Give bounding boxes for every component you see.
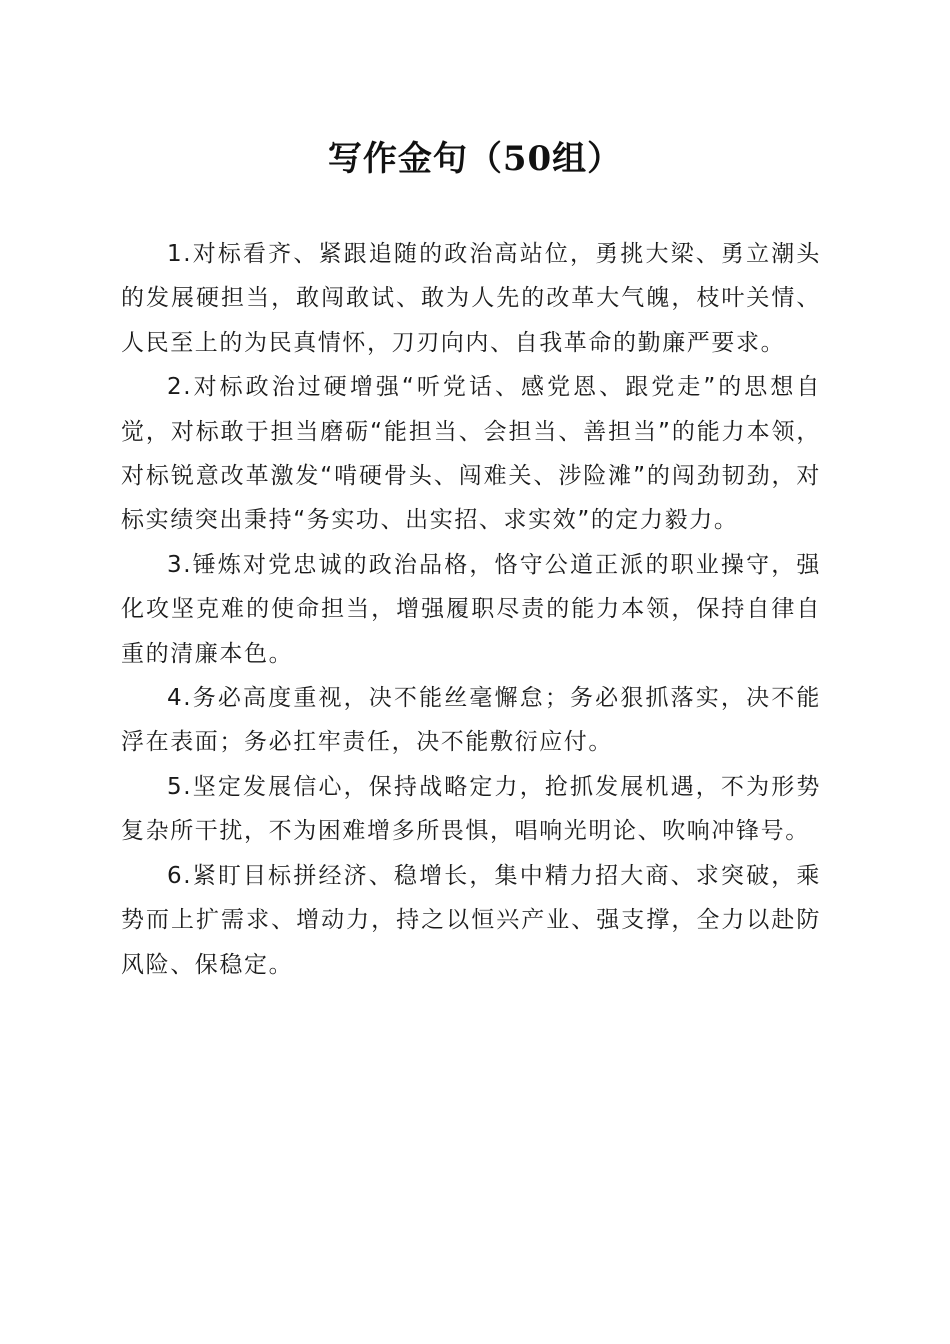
document-body	[121, 232, 821, 987]
paragraph-2: 2.对标政治过硬增强“听党话、感党恩、跟党走”的思想自觉，对标敢于担当磨砺“能担当、会担当、善担当”的能力本领，对标锐意改革激发“啃硬骨头、闯难关、涉险滩”的闯劲韧劲，对标实绩突出秉持“务实功、出实招、求实效”的定力毅力。	[121, 374, 821, 534]
paragraph-4: 4.务必高度重视，决不能丝毫懈怠；务必狠抓落实，决不能浮在表面；务必扛牢责任，决不能敷衍应付。	[121, 685, 821, 756]
paragraph-6: 6.紧盯目标拼经济、稳增长，集中精力招大商、求突破，乘势而上扩需求、增动力，持之以恒兴产业、强支撑，全力以赴防风险、保稳定。	[121, 862, 821, 978]
paragraph-1: 1.对标看齐、紧跟追随的政治高站位，勇挑大梁、勇立潮头的发展硬担当，敢闯敢试、敢为人先的改革大气魄，枝叶关情、人民至上的为民真情怀，刀刃向内、自我革命的勤廉严要求。	[121, 241, 821, 356]
paragraph-3: 3.锤炼对党忠诚的政治品格，恪守公道正派的职业操守，强化攻坚克难的使命担当，增强履职尽责的能力本领，保持自律自重的清廉本色。	[121, 551, 821, 667]
paragraph-5: 5.坚定发展信心，保持战略定力，抢抓发展机遇，不为形势复杂所干扰，不为困难增多所畏惧，唱响光明论、吹响冲锋号。	[121, 773, 821, 845]
document-title: 写作金句（50组）	[327, 139, 623, 179]
